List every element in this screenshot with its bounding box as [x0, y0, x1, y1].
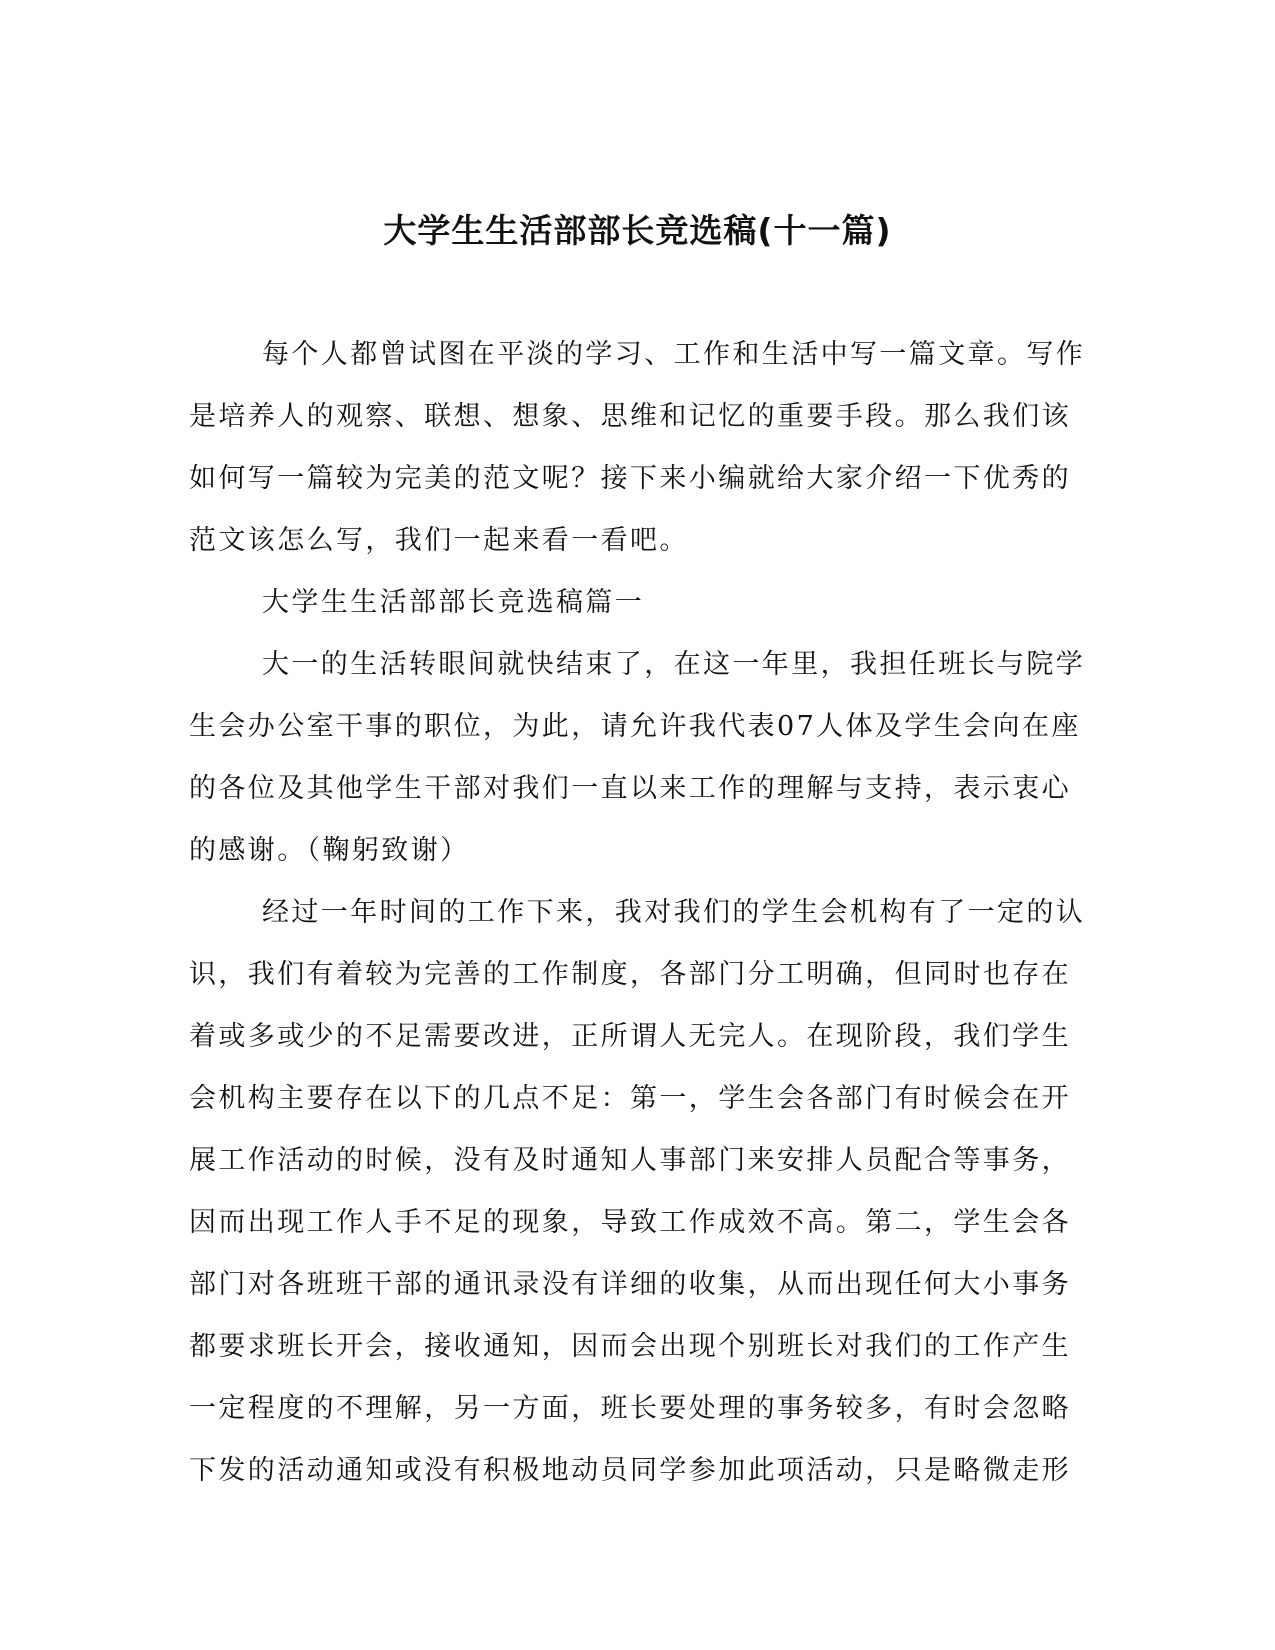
text-line: 大一的生活转眼间就快结束了，在这一年里，我担任班长与院学 [262, 649, 1086, 680]
document-body [189, 324, 1086, 1502]
text-line: 都要求班长开会，接收通知，因而会出现个别班长对我们的工作产生 [189, 1331, 1071, 1362]
section-heading: 大学生生活部部长竞选稿篇一 [262, 587, 645, 618]
text-line: 经过一年时间的工作下来，我对我们的学生会机构有了一定的认 [262, 897, 1086, 928]
text-line: 展工作活动的时候，没有及时通知人事部门来安排人员配合等事务， [189, 1145, 1071, 1176]
text-line: 着或多或少的不足需要改进，正所谓人无完人。在现阶段，我们学生 [189, 1021, 1071, 1052]
text-line: 每个人都曾试图在平淡的学习、工作和生活中写一篇文章。写作 [262, 339, 1086, 370]
text-line: 的感谢。（鞠躬致谢） [189, 835, 470, 866]
text-line: 生会办公室干事的职位，为此，请允许我代表07人体及学生会向在座 [189, 711, 1081, 742]
text-line: 的各位及其他学生干部对我们一直以来工作的理解与支持，表示衷心 [189, 773, 1071, 804]
text-line: 范文该怎么写，我们一起来看一看吧。 [189, 525, 689, 556]
text-line: 一定程度的不理解，另一方面，班长要处理的事务较多，有时会忽略 [189, 1393, 1071, 1424]
text-line: 识，我们有着较为完善的工作制度，各部门分工明确，但同时也存在 [189, 959, 1071, 990]
text-line: 是培养人的观察、联想、想象、思维和记忆的重要手段。那么我们该 [189, 401, 1071, 432]
text-line: 会机构主要存在以下的几点不足：第一，学生会各部门有时候会在开 [189, 1083, 1071, 1114]
text-line: 下发的活动通知或没有积极地动员同学参加此项活动，只是略微走形 [189, 1455, 1071, 1486]
text-line: 因而出现工作人手不足的现象，导致工作成效不高。第二，学生会各 [189, 1207, 1071, 1238]
document-title: 大学生生活部部长竞选稿(十一篇) [383, 211, 892, 250]
text-line: 部门对各班班干部的通讯录没有详细的收集，从而出现任何大小事务 [189, 1269, 1071, 1300]
text-line: 如何写一篇较为完美的范文呢？接下来小编就给大家介绍一下优秀的 [189, 463, 1071, 494]
